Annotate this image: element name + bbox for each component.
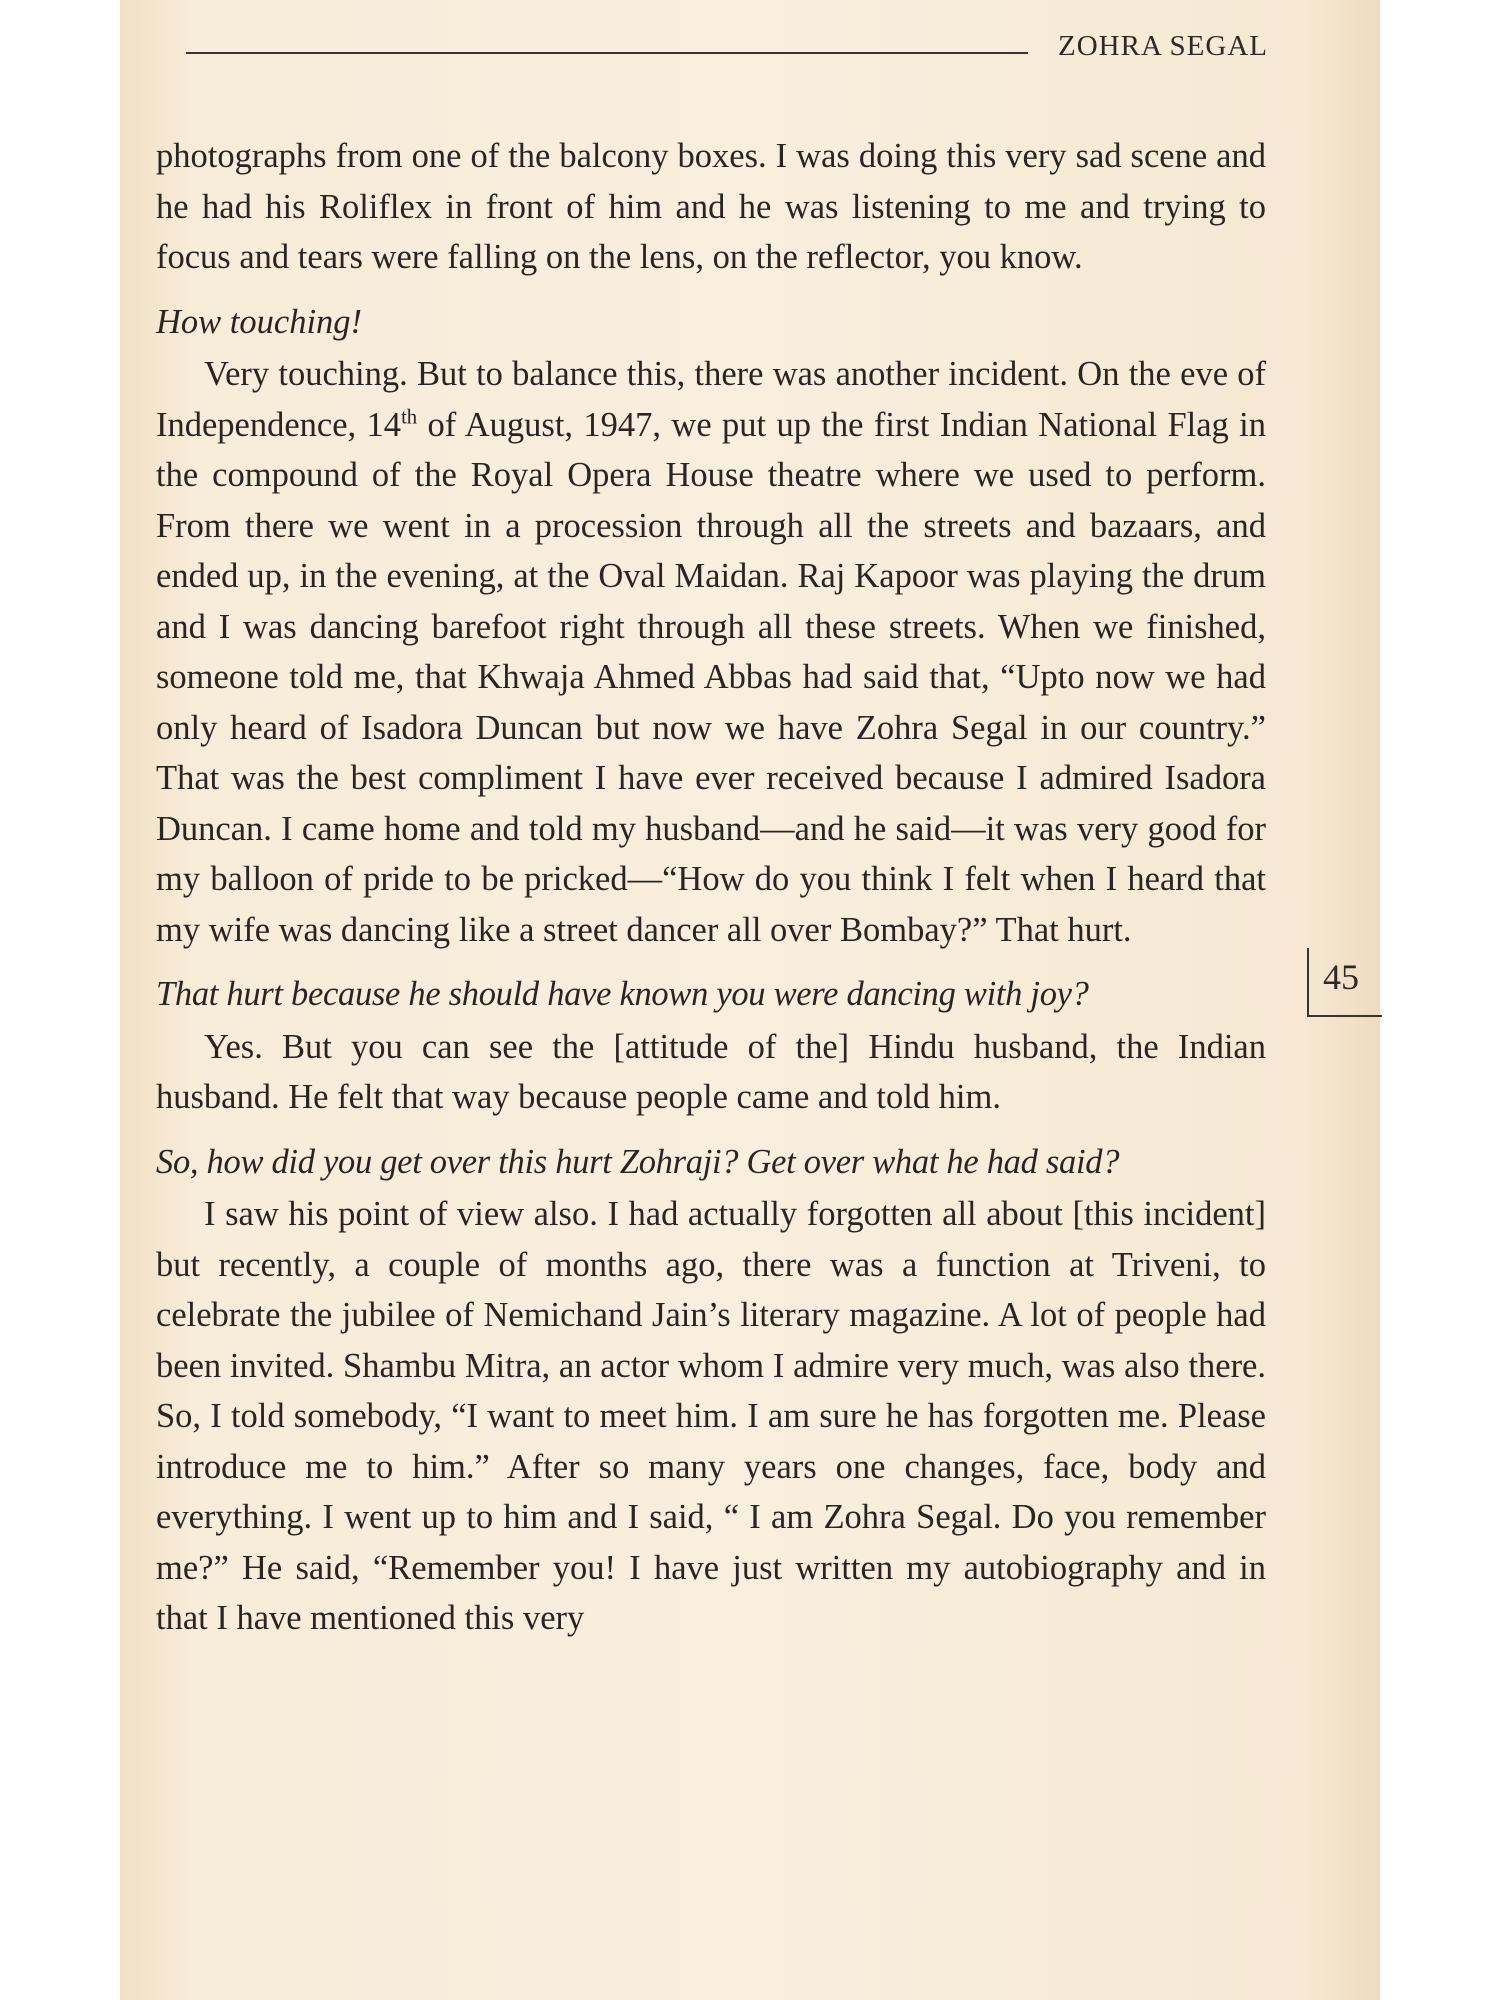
running-header-title: ZOHRA SEGAL [1058, 30, 1268, 62]
page-number-box [1307, 948, 1382, 1017]
paragraph-continued: photographs from one of the balcony boxes. I was doing this very sad scene and he had his Roliflex in front of him and he was listening to me and trying to focus and tears were falling on the lens, on the reflector, you know. [156, 137, 1266, 276]
running-header [186, 24, 1268, 64]
book-page [120, 0, 1380, 2000]
interviewer-question: That hurt because he should have known you were dancing with joy? [156, 975, 1089, 1013]
answer-text-part: Very touching. But to balance this, there was another incident. On the eve of Independence, 14 [156, 355, 1266, 444]
answer-paragraph: Yes. But you can see the [attitude of the] Hindu husband, the Indian husband. He felt that way because people came and told him. [156, 1027, 1266, 1116]
interviewer-question: So, how did you get over this hurt Zohraji? Get over what he had said? [156, 1142, 1120, 1181]
page-number: 45 [1323, 957, 1359, 997]
interviewer-question: How touching! [156, 302, 363, 341]
answer-paragraph [156, 349, 1266, 955]
page-body [156, 131, 1266, 1644]
answer-paragraph: I saw his point of view also. I had actually forgotten all about [this incident] but recently, a couple of months ago, there was a function at Triveni, to celebrate the jubilee of Nemichand Jain’s literary magazine. A lot of people had been invited. Shambu Mitra, an actor whom I admire very much, was also there. So, I told somebody, “I want to meet him. I am sure he has forgotten me. Please introduce me to him.” After so many years one changes, face, body and everything. I went up to him and I said, “ I am Zohra Segal. Do you remember me?” He said, “Remember you! I have just written my autobiography and in that I have mentioned this very [156, 1195, 1266, 1637]
answer-text-part: of August, 1947, we put up the first Indian National Flag in the compound of the Royal Opera House theatre where we used to perform. From there we went in a procession through all the streets and bazaars, and ended up, in the evening, at the Oval Maidan. Raj Kapoor was playing the drum and I was dancing barefoot right through all these streets. When we finished, someone told me, that Khwaja Ahmed Abbas had said that, “Upto now we had only heard of Isadora Duncan but now we have Zohra Segal in our country.” That was the best compliment I have ever received because I admired Isadora Duncan. I came home and told my husband—and he said—it was very good for my balloon of pride to be pricked—“How do you think I felt when I heard that my wife was dancing like a street dancer all over Bombay?” That hurt. [156, 405, 1266, 949]
header-rule [186, 52, 1028, 54]
ordinal-suffix: th [401, 406, 418, 428]
